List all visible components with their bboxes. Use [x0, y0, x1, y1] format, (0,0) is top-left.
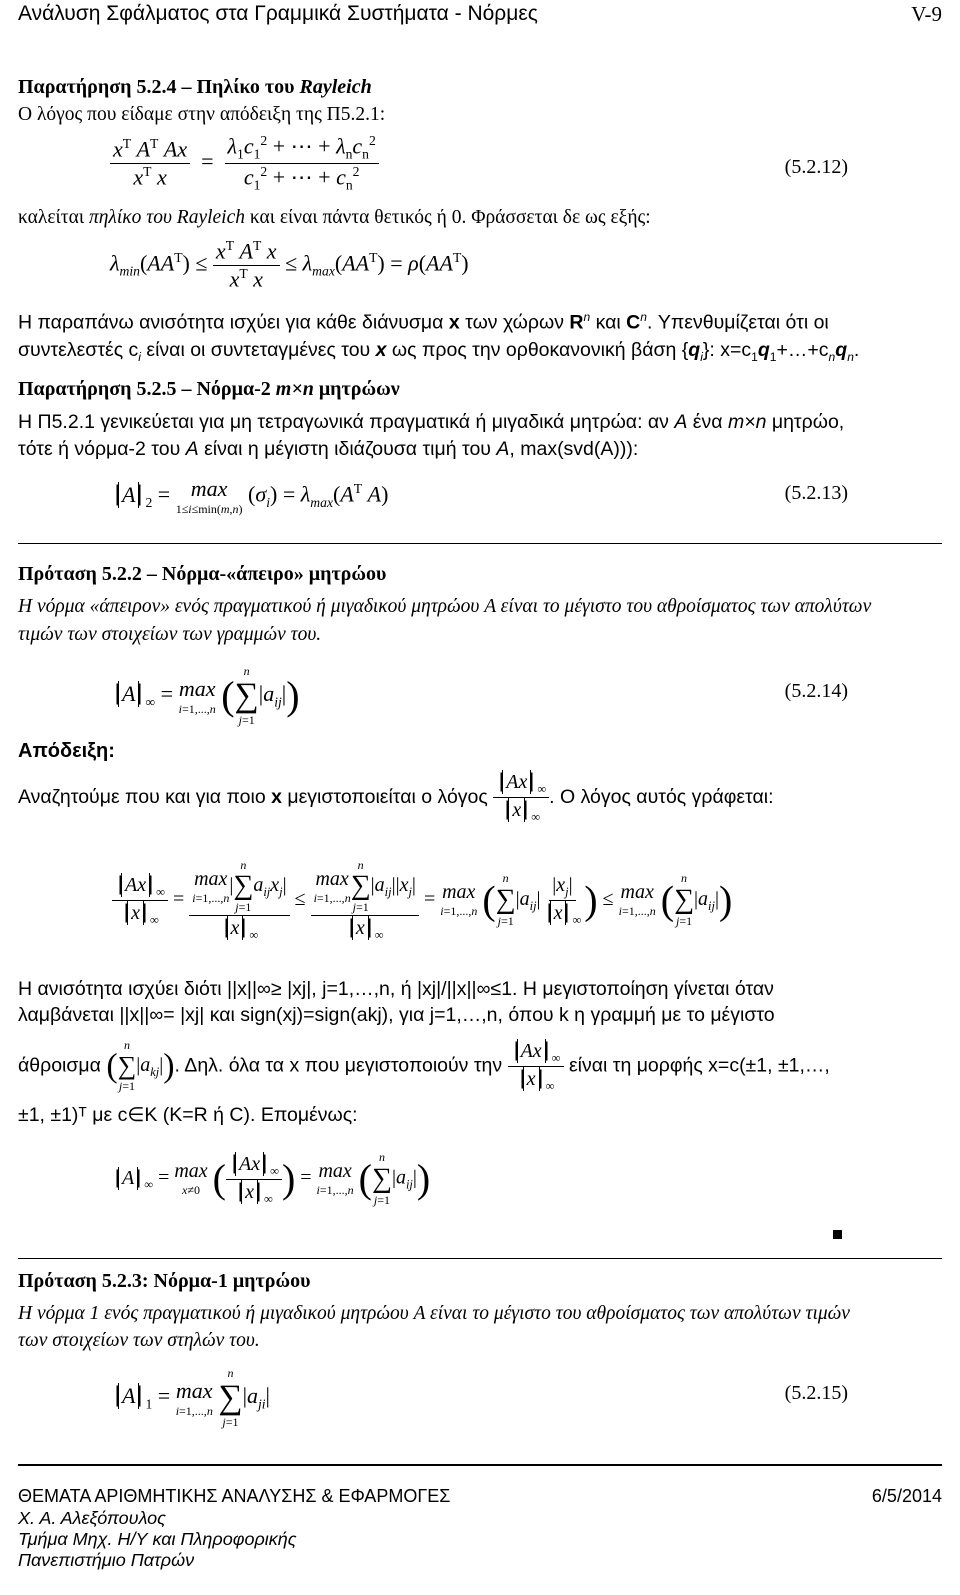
rayleigh-bounds-equation: $\lambda_{min}(AA^T)$ ≤ $\frac{x^T A^T x}{x^T x}$ ≤ $\lambda_{max}(AA^T) = \rho(AA^T)$ [110, 238, 469, 292]
proof-label: Απόδειξη: [18, 740, 115, 762]
section-divider [18, 543, 942, 544]
one-norm-equation: A $_1$ = max i=1,...,n n ∑ j=1 $|a_{ji}|$ [112, 1366, 270, 1430]
footer-university: Πανεπιστήμιο Πατρών [18, 1550, 195, 1570]
footer-rule [18, 1464, 942, 1466]
norm2-equation: A $_2$ = max 1≤i≤min(m,n) $(\sigma_i) = \lambda_{max}(A^T$ A) [112, 476, 388, 517]
norm2-text-line1: Η Π5.2.1 γενικεύεται για μη τετραγωνικά πραγματικά ή μιγαδικά μητρώα: αν A ένα m×n μητρώο, [18, 411, 845, 433]
proposition-5-2-3-heading: Πρόταση 5.2.3: Νόρμα-1 μητρώου [18, 1270, 311, 1292]
proof-search-line: Αναζητούμε που και για ποιο x μεγιστοποιείται ο λόγος $\frac{Ax _\infty}{x _\infty}$ . Ο λόγος αυτός γράφεται: [18, 771, 774, 824]
infinity-norm-definition-line1: Η νόρμα «άπειρον» ενός πραγματικού ή μιγαδικού μητρώου A είναι το μέγιστο του αθροίσματος των απολύτων [18, 596, 872, 617]
therefore-line: ±1, ±1)ᵀ με c∈K (K=R ή C). Επομένως: [18, 1104, 358, 1126]
infinity-norm-equation: A $_\infty$ = max i=1,...,n ( n ∑ j=1 $|a_{ij}|$) [112, 664, 300, 728]
infinity-norm-definition-line2: τιμών των στοιχείων των γραμμών του. [18, 624, 322, 645]
remark-5-2-4-heading: Παρατήρηση 5.2.4 – Πηλίκο του Rayleich [18, 76, 372, 98]
eq-number-5-2-14: (5.2.14) [784, 680, 848, 702]
rayleigh-definition: καλείται πηλίκο του Rayleich και είναι πάντα θετικός ή 0. Φράσσεται δε ως εξής: [18, 207, 651, 228]
inequality-note-line2: συντελεστές $c_i$ είναι οι συντεταγμένες του x ως προς την ορθοκανονική βάση $\{q_i\}$: $x=c_1q_1+\dots+c_nq_n$. [18, 339, 860, 364]
norm2-text-line2: τότε ή νόρμα-2 του A είναι η μέγιστη ιδιάζουσα τιμή του A, max(svd(A))): [18, 438, 639, 460]
one-norm-definition-line1: Η νόρμα 1 ενός πραγματικού ή μιγαδικού μητρώου A είναι το μέγιστο του αθροίσματος των απολύτων τιμών [18, 1303, 850, 1324]
inequality-reason-line1: Η ανισότητα ισχύει διότι ||x||∞≥ |xj|, j=1,…,n, ή |xj|/||x||∞≤1. Η μεγιστοποίηση γίνεται όταν [18, 978, 774, 1000]
running-title: Ανάλυση Σφάλματος στα Γραμμικά Συστήματα - Νόρμες [18, 2, 538, 25]
eq-number-5-2-13: (5.2.13) [784, 482, 848, 504]
footer-author: Χ. Α. Αλεξόπουλος [18, 1508, 166, 1528]
footer-department: Τμήμα Μηχ. Η/Υ και Πληροφορικής [18, 1529, 297, 1549]
section-divider [18, 1258, 942, 1259]
qed-square-icon [833, 1230, 842, 1239]
eq-number-5-2-12: (5.2.12) [784, 156, 848, 178]
infinity-norm-result: A $_\infty$ = max x≠0 ( $\frac{Ax _\infty}{x _\infty}$ ) = max i=1,...,n ( n ∑ j=1 $|a_{ij}|$) [112, 1150, 430, 1208]
footer-date: 6/5/2014 [871, 1486, 942, 1506]
one-norm-definition-line2: των στοιχείων των στηλών του. [18, 1330, 260, 1351]
rayleigh-quotient-equation: $\frac{x^T A^T Ax}{x^T x}$ = $\frac{\lambda_1c_1^2 + \cdots + \lambda_nc_n^2}{c_1^2 + \cdots + c_n^2}$ [110, 133, 379, 194]
proposition-5-2-2-heading: Πρόταση 5.2.2 – Νόρμα-«άπειρο» μητρώου [18, 563, 387, 585]
page-number: V-9 [911, 2, 942, 26]
proof-ratio-chain: $\frac{Ax _\infty}{x _\infty}$ = max i=1,...,n | n ∑ j=1 $a_{ij}x_j|$ x $_\infty$ ≤ max i=1,...,n n ∑ j=1 $|a_{ij}||x_j|$ x $_\infty$ = max i=1,...,n ( n ∑ j=1 $|a_{ij}|$ $\frac{|x_j|}{x _\infty}$ ) ≤ max i=1,...,n ( n ∑ j=1 $|a_{ij}|$) [112, 858, 732, 943]
eq-number-5-2-15: (5.2.15) [784, 1382, 848, 1404]
remark-intro: Ο λόγος που είδαμε στην απόδειξη της Π5.2.1: [18, 104, 386, 125]
max-sum-line: άθροισμα ( n ∑ j=1 $|a_{kj}|$). Δηλ. όλα τα x που μεγιστοποιούν την $\frac{Ax _\infty}{x _\infty}$ είναι τη μορφής x=c(±1, ±1,…, [18, 1038, 830, 1093]
inequality-reason-line2: λαμβάνεται ||x||∞= |xj| και sign(xj)=sign(akj), για j=1,…,n, όπου k η γραμμή με το μέγιστο [18, 1004, 775, 1026]
footer-course: ΘΕΜΑΤΑ ΑΡΙΘΜΗΤΙΚΗΣ ΑΝΑΛΥΣΗΣ & ΕΦΑΡΜΟΓΕΣ [18, 1486, 451, 1506]
remark-5-2-5-heading: Παρατήρηση 5.2.5 – Νόρμα-2 m×n μητρώων [18, 378, 400, 400]
inequality-note-line1: Η παραπάνω ανισότητα ισχύει για κάθε διάνυσμα x των χώρων $R^n$ και $C^n$. Υπενθυμίζεται ότι οι [18, 310, 829, 334]
